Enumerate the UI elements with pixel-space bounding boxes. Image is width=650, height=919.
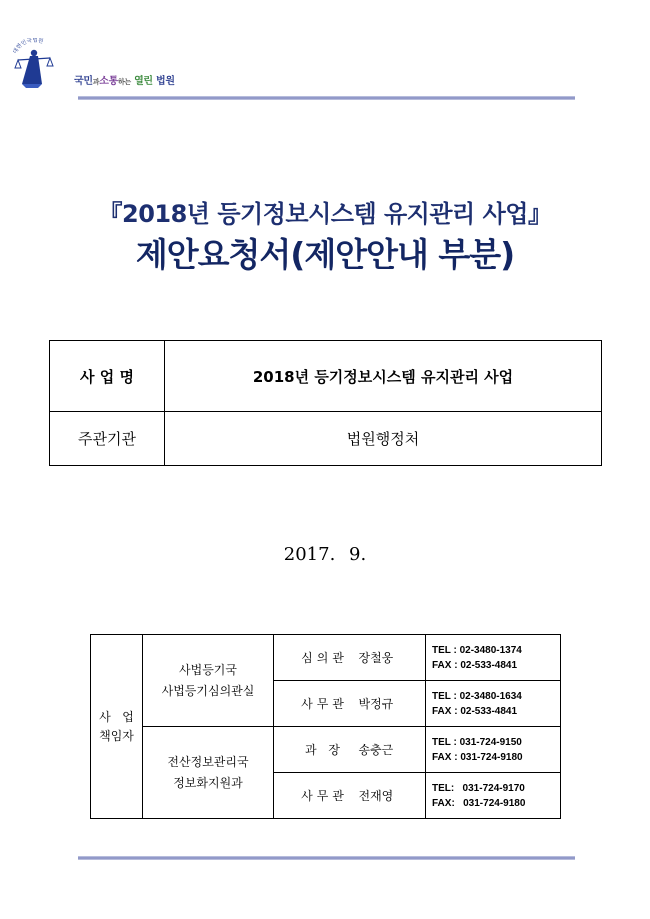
- slogan-part6: 법원: [155, 76, 175, 87]
- agency-label: 주관기관: [50, 412, 165, 466]
- slogan-part3: 소통: [99, 76, 118, 87]
- person-4: [274, 773, 426, 819]
- person-2-name: 박정규: [358, 697, 394, 711]
- person-4-tel: TEL: 031-724-9170: [432, 782, 525, 794]
- person-1-name: 장철웅: [358, 651, 394, 665]
- slogan-part5: 열린: [134, 76, 153, 87]
- project-name-value: 2018년 등기정보시스템 유지관리 사업: [165, 341, 602, 412]
- slogan-part2: 과: [92, 78, 100, 86]
- person-2-role: 사무관: [301, 697, 348, 711]
- responsible-group-label: [91, 635, 143, 819]
- person-1-tel: TEL : 02-3480-1374: [432, 644, 522, 656]
- project-name-label: 사 업 명: [50, 341, 165, 412]
- table-row: [50, 412, 602, 466]
- document-title: 『2018년 등기정보시스템 유지관리 사업』: [98, 200, 552, 228]
- department-1-line1: 사법등기국: [179, 662, 237, 677]
- agency-value: 법원행정처: [165, 412, 602, 466]
- person-4-fax: FAX: 031-724-9180: [432, 797, 526, 809]
- svg-text:대한민국법원: [11, 38, 45, 55]
- person-1-fax: FAX : 02-533-4841: [432, 659, 518, 671]
- person-3-name: 송충근: [358, 743, 394, 757]
- person-4-role: 사무관: [301, 789, 348, 803]
- person-1-contact: [426, 635, 561, 681]
- footer-divider: [78, 856, 575, 860]
- project-info-table: [49, 340, 602, 466]
- person-3-contact: [426, 727, 561, 773]
- slogan-part4: 하는: [117, 78, 131, 86]
- document-subtitle: 제안요청서(제안안내 부분): [135, 235, 515, 274]
- person-1: [274, 635, 426, 681]
- contact-table: [90, 634, 561, 819]
- department-1: [143, 635, 274, 727]
- department-2-line2: 정보화지원과: [173, 775, 243, 790]
- person-2-tel: TEL : 02-3480-1634: [432, 690, 522, 702]
- person-1-role: 심의관: [301, 651, 348, 665]
- person-2-fax: FAX : 02-533-4841: [432, 705, 518, 717]
- table-row: [50, 341, 602, 412]
- department-1-line2: 사법등기심의관실: [161, 683, 255, 698]
- court-emblem-logo: [8, 38, 60, 90]
- logo-arc-text: 대한민국법원: [12, 38, 44, 55]
- person-2-contact: [426, 681, 561, 727]
- person-3: [274, 727, 426, 773]
- person-4-contact: [426, 773, 561, 819]
- person-3-fax: FAX : 031-724-9180: [432, 751, 523, 763]
- document-date: 2017. 9.: [283, 544, 367, 565]
- slogan-part1: 국민: [74, 76, 93, 87]
- department-2-line1: 전산정보관리국: [167, 754, 249, 769]
- header-divider: [78, 96, 575, 100]
- person-4-name: 전재영: [358, 789, 394, 803]
- group-label-line2: 책임자: [99, 728, 134, 743]
- department-2: [143, 727, 274, 819]
- table-row: [91, 727, 561, 773]
- person-3-role: 과 장: [305, 743, 344, 757]
- person-2: [274, 681, 426, 727]
- group-label-line1: 사 업: [99, 709, 134, 724]
- court-slogan: [74, 72, 175, 87]
- person-3-tel: TEL : 031-724-9150: [432, 736, 522, 748]
- table-row: [91, 635, 561, 681]
